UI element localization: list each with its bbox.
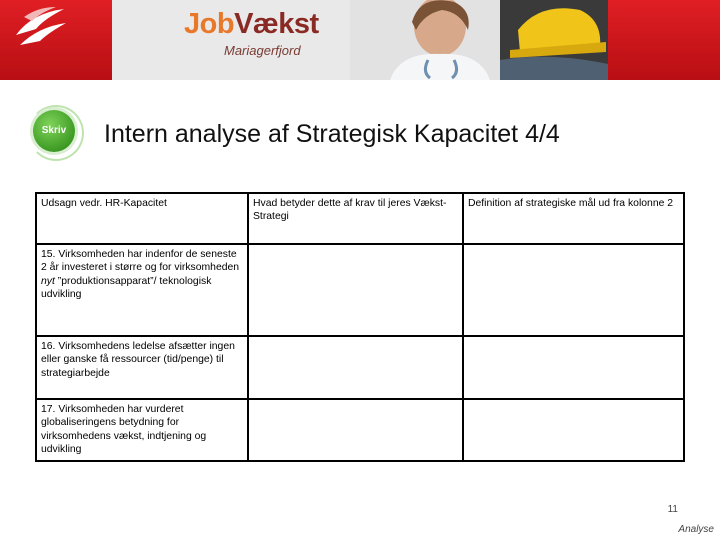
requirements-cell[interactable] (248, 244, 463, 336)
goals-cell[interactable] (463, 336, 684, 399)
header-cell-statement: Udsagn vedr. HR-Kapacitet (36, 193, 248, 244)
table-header-row (36, 193, 684, 244)
table-row (36, 336, 684, 399)
statement-cell (36, 244, 248, 336)
skriv-badge-label: Skriv (41, 125, 67, 136)
logo-vaekst: Vækst (234, 8, 319, 40)
logo-wordmark (184, 8, 319, 41)
skriv-badge (33, 110, 75, 152)
banner-photo-strip (112, 0, 608, 80)
goals-cell[interactable] (463, 399, 684, 461)
section-footer: Analyse (678, 524, 714, 535)
jobvaekst-logo-icon (10, 5, 70, 51)
analysis-table (35, 192, 685, 462)
logo-job: Job (184, 8, 235, 40)
header-cell-requirements: Hvad betyder dette af krav til jeres Vækst-Strategi (248, 193, 463, 244)
statement-emphasis: nyt (41, 275, 55, 287)
statement-cell: 16. Virksomhedens ledelse afsætter ingen eller ganske få ressourcer (tid/penge) til strategiarbejde (36, 336, 248, 399)
table-row (36, 244, 684, 336)
statement-cell: 17. Virksomheden har vurderet globaliseringens betydning for virksomhedens vækst, indtjening og udvikling (36, 399, 248, 461)
logo-subtitle: Mariagerfjord (224, 43, 301, 58)
header-banner (0, 0, 720, 80)
statement-text-end: ”produktionsapparat”/ teknologisk udvikling (41, 275, 212, 301)
requirements-cell[interactable] (248, 399, 463, 461)
header-cell-goals: Definition af strategiske mål ud fra kolonne 2 (463, 193, 684, 244)
workers-photo (350, 0, 608, 80)
page-title: Intern analyse af Strategisk Kapacitet 4/4 (104, 120, 560, 148)
page-number: 11 (667, 504, 678, 515)
goals-cell[interactable] (463, 244, 684, 336)
statement-text: 15. Virksomheden har indenfor de seneste 2 år investeret i større og for virksomheden (41, 249, 240, 274)
table-row (36, 399, 684, 461)
requirements-cell[interactable] (248, 336, 463, 399)
